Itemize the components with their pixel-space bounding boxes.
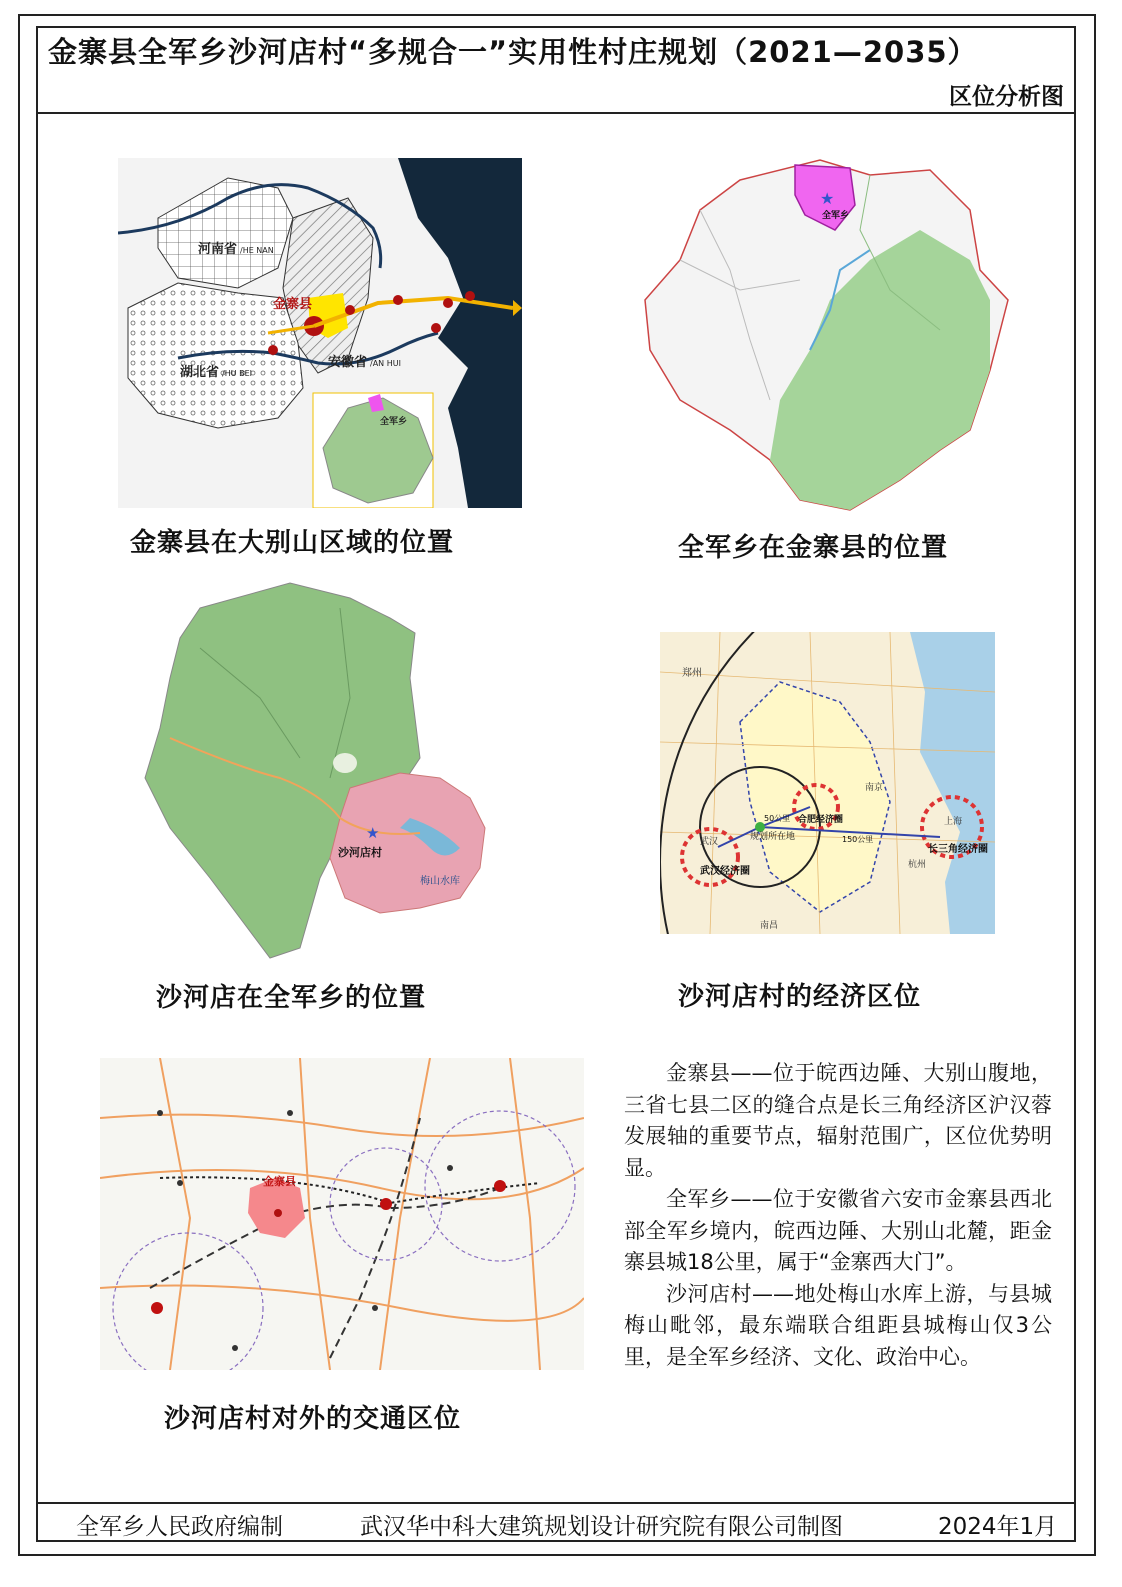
label-reservoir: 梅山水库 — [420, 876, 460, 887]
label-hubei-en: /HU BEI — [222, 369, 253, 378]
footer-divider — [36, 1502, 1076, 1504]
economic-map — [660, 632, 995, 934]
page-subtitle: 区位分析图 — [949, 84, 1064, 110]
footer-compiler: 全军乡人民政府编制 — [76, 1514, 283, 1540]
label-quanjun-inset: 全军乡 — [380, 417, 408, 427]
label-jinzhai-county: 金寨县 — [263, 1175, 296, 1188]
label-yrd-circle: 长三角经济圈 — [928, 844, 988, 855]
label-site: 规划所在地 — [750, 832, 796, 842]
label-henan: 河南省 — [198, 242, 238, 257]
label-hefei-circle: 合肥经济圈 — [798, 815, 844, 825]
caption-transport: 沙河店村对外的交通区位 — [164, 1404, 462, 1434]
label-anhui-en: /AN HUI — [370, 359, 401, 368]
label-jinzhai: 金寨县 — [273, 297, 313, 312]
county-map — [640, 150, 1010, 515]
label-hubei: 湖北省 — [180, 365, 220, 380]
label-nanchang: 南昌 — [760, 921, 779, 931]
label-wuhan-circle: 武汉经济圈 — [700, 866, 750, 877]
caption-economic: 沙河店村的经济区位 — [678, 982, 922, 1012]
description-text — [624, 1058, 1052, 1373]
label-zhengzhou: 郑州 — [682, 668, 702, 679]
footer-drafter: 武汉华中科大建筑规划设计研究院有限公司制图 — [360, 1514, 843, 1540]
star-icon: ★ — [820, 189, 835, 208]
label-wuhan: 武汉 — [700, 837, 719, 847]
label-henan-en: /HE NAN — [240, 246, 274, 255]
caption-township: 沙河店在全军乡的位置 — [156, 983, 427, 1013]
label-hangzhou: 杭州 — [908, 860, 927, 870]
label-quanjun: 全军乡 — [822, 211, 850, 221]
label-nanjing: 南京 — [865, 783, 884, 793]
label-150km: 150公里 — [842, 835, 874, 844]
township-map — [140, 578, 490, 963]
description-paragraph-2: 全军乡——位于安徽省六安市金寨县西北部全军乡境内，皖西边陲、大别山北麓，距金寨县城18公里，属于“金寨西大门”。 — [624, 1187, 1052, 1274]
label-50km: 50公里 — [764, 814, 791, 823]
header-divider — [36, 112, 1076, 114]
footer-date: 2024年1月 — [938, 1514, 1058, 1540]
label-village: 沙河店村 — [338, 846, 382, 859]
description-paragraph-3: 沙河店村——地处梅山水库上游，与县城梅山毗邻，最东端联合组距县城梅山仅3公里，是全军乡经济、文化、政治中心。 — [624, 1281, 1052, 1369]
star-icon: ★ — [366, 824, 380, 842]
page-title: 金寨县全军乡沙河店村“多规合一”实用性村庄规划（2021—2035） — [48, 35, 978, 69]
label-anhui: 安徽省 — [328, 355, 368, 370]
caption-dabieshan: 金寨县在大别山区域的位置 — [130, 528, 455, 558]
transport-map — [100, 1058, 584, 1370]
description-paragraph-1: 金寨县——位于皖西边陲、大别山腹地，三省七县二区的缝合点是长三角经济区沪汉蓉发展轴的重要节点，辐射范围广，区位优势明显。 — [624, 1061, 1052, 1180]
caption-county: 全军乡在金寨县的位置 — [678, 533, 949, 563]
dabieshan-region-map — [118, 158, 522, 508]
label-shanghai: 上海 — [944, 817, 963, 827]
